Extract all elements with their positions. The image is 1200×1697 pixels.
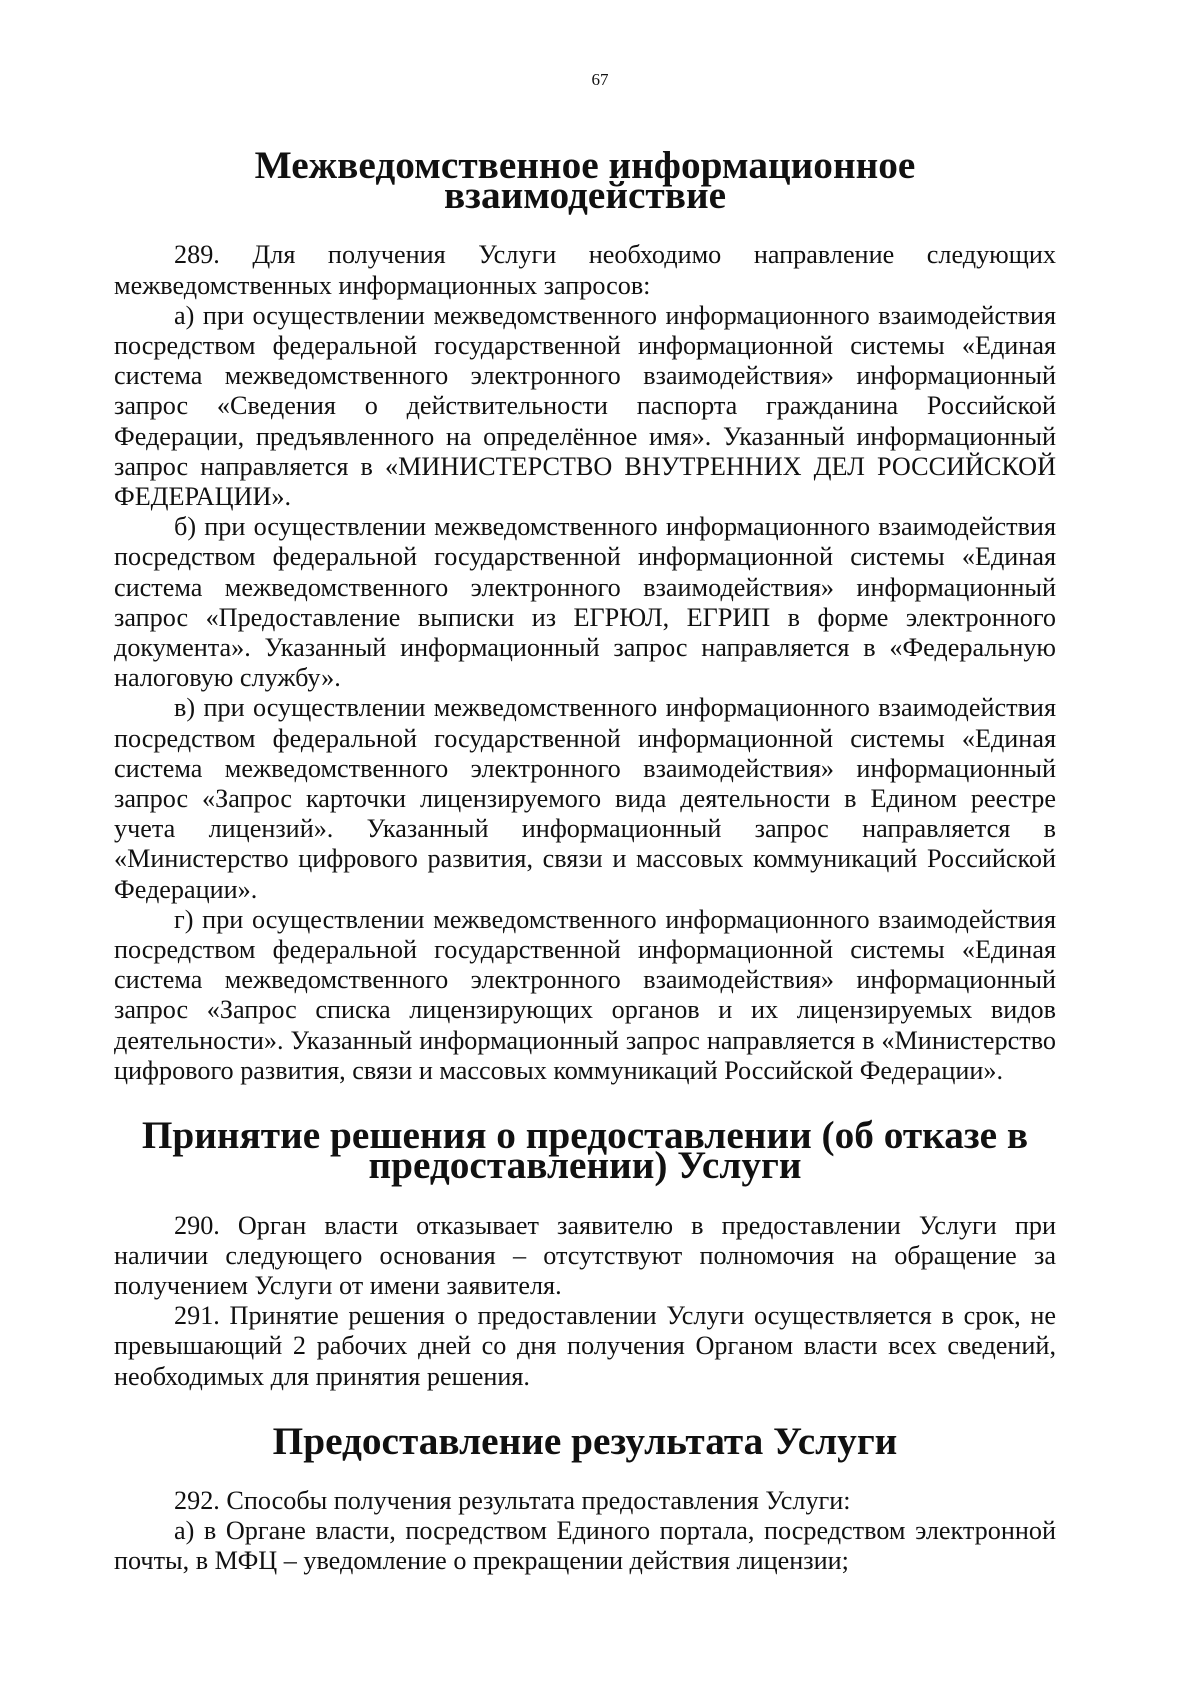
paragraph-290: 290. Орган власти отказывает заявителю в предоставлении Услуги при наличии следующего основания – отсутствуют полномочия на обращение за получением Услуги от имени заявителя. xyxy=(114,1210,1056,1300)
section-interagency-interaction xyxy=(114,143,1056,1086)
paragraph-289: 289. Для получения Услуги необходимо направление следующих межведомственных информационных запросов: xyxy=(114,240,1056,300)
section-heading: Межведомственное информационное взаимодействие xyxy=(254,143,916,218)
section-result-delivery xyxy=(114,1418,1056,1577)
section-heading: Предоставление результата Услуги xyxy=(272,1418,898,1463)
paragraph-289-a: а) при осуществлении межведомственного информационного взаимодействия посредством федеральной государственной информационной системы «Единая система межведомственного электронного взаимодействия» информационный запрос «Сведения о действительности паспорта гражданина Российской Федерации, предъявленного на определённое имя». Указанный информационный запрос направляется в «МИНИСТЕРСТВО ВНУТРЕННИХ ДЕЛ РОССИЙСКОЙ ФЕДЕРАЦИИ». xyxy=(114,300,1056,512)
paragraph-292: 292. Способы получения результата предоставления Услуги: xyxy=(174,1485,851,1515)
paragraph-292-a: а) в Органе власти, посредством Единого портала, посредством электронной почты, в МФЦ – уведомление о прекращении действия лицензии; xyxy=(114,1516,1056,1576)
document-body xyxy=(114,143,1056,1577)
section-heading: Принятие решения о предоставлении (об отказе в предоставлении) Услуги xyxy=(141,1113,1029,1188)
paragraph-289-g: г) при осуществлении межведомственного информационного взаимодействия посредством федеральной государственной информационной системы «Единая система межведомственного электронного взаимодействия» информационный запрос «Запрос списка лицензирующих органов и их лицензируемых видов деятельности». Указанный информационный запрос направляется в «Министерство цифрового развития, связи и массовых коммуникаций Российской Федерации». xyxy=(114,904,1056,1085)
section-decision xyxy=(114,1113,1056,1392)
paragraph-291: 291. Принятие решения о предоставлении Услуги осуществляется в срок, не превышающий 2 рабочих дней со дня получения Органом власти всех сведений, необходимых для принятия решения. xyxy=(114,1301,1056,1391)
page-number: 67 xyxy=(591,70,609,89)
paragraph-289-b: б) при осуществлении межведомственного информационного взаимодействия посредством федеральной государственной информационной системы «Единая система межведомственного электронного взаимодействия» информационный запрос «Предоставление выписки из ЕГРЮЛ, ЕГРИП в форме электронного документа». Указанный информационный запрос направляется в «Федеральную налоговую службу». xyxy=(114,512,1056,693)
paragraph-289-v: в) при осуществлении межведомственного информационного взаимодействия посредством федеральной государственной информационной системы «Единая система межведомственного электронного взаимодействия» информационный запрос «Запрос карточки лицензируемого вида деятельности в Едином реестре учета лицензий». Указанный информационный запрос направляется в «Министерство цифрового развития, связи и массовых коммуникаций Российской Федерации». xyxy=(114,693,1056,904)
